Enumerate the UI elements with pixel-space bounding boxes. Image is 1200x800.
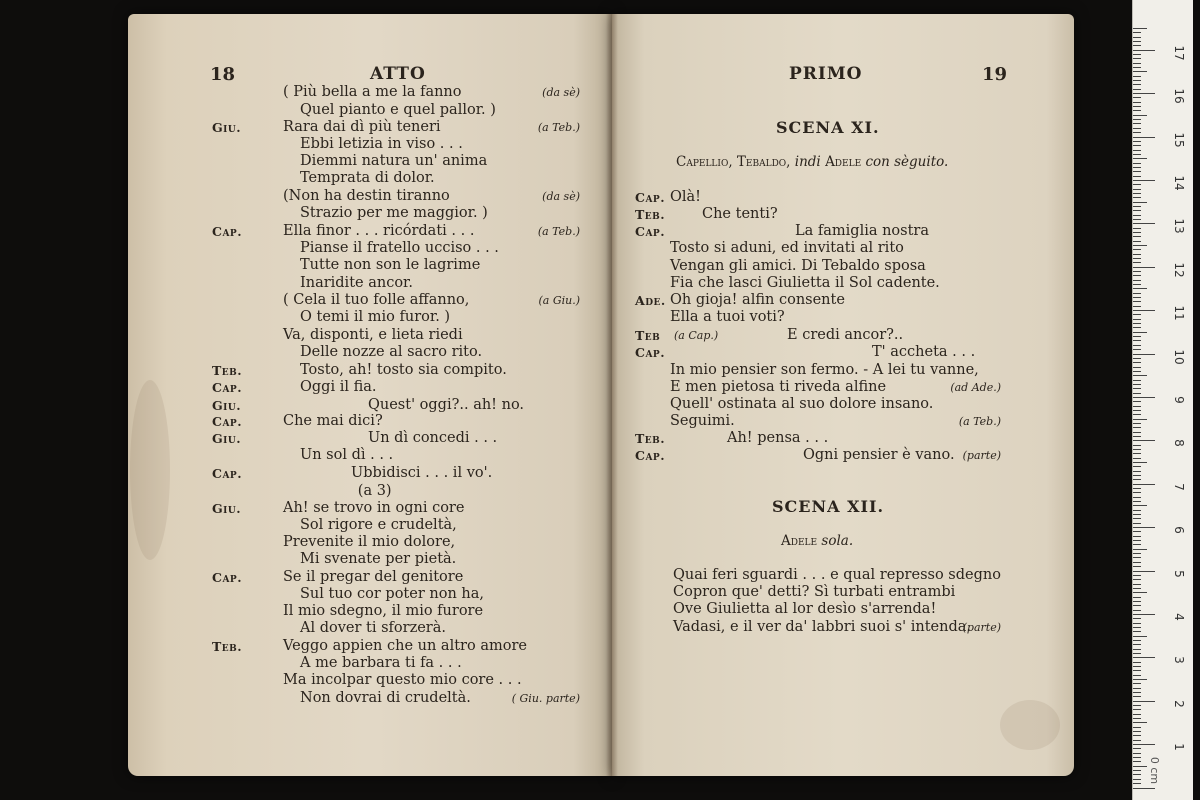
- ruler-tick: [1133, 71, 1147, 72]
- ruler-tick: [1133, 492, 1141, 493]
- verse-line: Fia che lasci Giulietta il Sol cadente.: [670, 275, 940, 291]
- speaker-tag: Giu.: [212, 431, 242, 446]
- verse-line: Diemmi natura un' anima: [300, 153, 488, 169]
- ruler-number: 17: [1172, 45, 1186, 61]
- ruler-tick: [1133, 119, 1141, 120]
- speaker-tag: Teb: [635, 328, 661, 343]
- ruler-tick: [1133, 236, 1141, 237]
- ruler-tick: [1133, 41, 1141, 42]
- stage-direction: (ad Ade.): [950, 381, 1001, 394]
- ruler-tick: [1133, 28, 1147, 29]
- ruler-tick: [1133, 115, 1147, 116]
- ruler-tick: [1133, 258, 1141, 259]
- ruler-tick: [1133, 701, 1155, 702]
- ruler-tick: [1133, 123, 1141, 124]
- right-page-number: 19: [982, 64, 1008, 85]
- cast-names: Capellio, Tebaldo,: [676, 154, 791, 170]
- ruler-tick: [1133, 37, 1141, 38]
- ruler-tick: [1133, 536, 1141, 537]
- ruler-tick: [1133, 788, 1155, 789]
- ruler-tick: [1133, 553, 1141, 554]
- stage-direction: (da sè): [542, 190, 580, 203]
- ruler-tick: [1133, 640, 1141, 641]
- ruler-tick: [1133, 761, 1141, 762]
- ruler-tick: [1133, 605, 1141, 606]
- stage-direction: ( Giu. parte): [511, 692, 580, 705]
- ruler-tick: [1133, 783, 1141, 784]
- ruler-tick: [1133, 58, 1141, 59]
- ruler-tick: [1133, 401, 1141, 402]
- ruler-tick: [1133, 288, 1147, 289]
- verse-line: Se il pregar del genitore: [283, 569, 464, 585]
- ruler-tick: [1133, 384, 1141, 385]
- verse-line: Ah! pensa . . .: [727, 430, 829, 446]
- verse-line: Veggo appien che un altro amore: [283, 638, 527, 654]
- ruler-tick: [1133, 610, 1141, 611]
- verse-line: Pianse il fratello ucciso . . .: [300, 240, 499, 256]
- verse-line: Rara dai dì più teneri: [283, 119, 441, 135]
- scene-xii-cast: [781, 533, 853, 549]
- ruler-unit: 0 cm: [1148, 756, 1162, 785]
- ruler-tick: [1133, 501, 1141, 502]
- ruler-tick: [1133, 466, 1141, 467]
- left-running-head: ATTO: [370, 64, 426, 84]
- ruler-tick: [1133, 627, 1141, 628]
- ruler-tick: [1133, 666, 1141, 667]
- stage-direction: (a Teb.): [958, 415, 1001, 428]
- ruler-tick: [1133, 371, 1141, 372]
- stage-direction: (a Giu.): [538, 294, 580, 307]
- ruler-number: 12: [1172, 262, 1186, 278]
- verse-line: ( Più bella a me la fanno: [283, 84, 462, 100]
- ruler-tick: [1133, 766, 1147, 767]
- verse-line: Ubbidisci . . . il vo'.: [351, 465, 493, 481]
- verse-line: Un dì concedi . . .: [368, 430, 498, 446]
- ruler-tick: [1133, 93, 1155, 94]
- ruler-tick: [1133, 219, 1141, 220]
- ruler-tick: [1133, 193, 1141, 194]
- ruler-tick: [1133, 662, 1141, 663]
- ruler-number: 13: [1172, 218, 1186, 234]
- speaker-tag: Teb.: [212, 639, 243, 654]
- verse-line: Delle nozze al sacro rito.: [300, 344, 483, 360]
- right-running-head: PRIMO: [789, 64, 863, 84]
- ruler-tick: [1133, 63, 1141, 64]
- ruler-tick: [1133, 249, 1141, 250]
- ruler-tick: [1133, 406, 1141, 407]
- ruler-tick: [1133, 540, 1141, 541]
- ruler-tick: [1133, 110, 1141, 111]
- verse-line: Tosto, ah! tosto sia compito.: [300, 362, 507, 378]
- ruler-tick: [1133, 167, 1141, 168]
- ruler-tick: [1133, 735, 1141, 736]
- ruler-tick: [1133, 462, 1147, 463]
- ruler-tick: [1133, 432, 1141, 433]
- ruler-tick: [1133, 692, 1141, 693]
- verse-line: Tosto si aduni, ed invitati al rito: [670, 240, 904, 256]
- stage-direction: (a Teb.): [537, 225, 580, 238]
- verse-line: La famiglia nostra: [795, 223, 930, 239]
- book-gutter: [606, 14, 618, 776]
- ruler-tick: [1133, 436, 1141, 437]
- ruler-tick: [1133, 549, 1147, 550]
- verse-line: Che mai dici?: [283, 413, 383, 429]
- ruler-number: 2: [1172, 699, 1186, 708]
- verse-line: Oh gioja! alfin consente: [670, 292, 845, 308]
- ruler-tick: [1133, 241, 1141, 242]
- ruler-tick: [1133, 254, 1141, 255]
- ruler-tick: [1133, 744, 1155, 745]
- ruler-tick: [1133, 753, 1141, 754]
- speaker-tag: Giu.: [212, 120, 242, 135]
- ruler-tick: [1133, 688, 1141, 689]
- ruler-tick: [1133, 488, 1141, 489]
- ruler-tick: [1133, 301, 1141, 302]
- speaker-tag: Teb.: [212, 363, 243, 378]
- ruler-tick: [1133, 592, 1147, 593]
- ruler-tick: [1133, 575, 1141, 576]
- ruler-tick: [1133, 332, 1147, 333]
- scene-xi-cast: [676, 154, 948, 170]
- verse-line: A me barbara ti fa . . .: [300, 655, 462, 671]
- stage-direction: (da sè): [542, 86, 580, 99]
- verse-line: Inaridite ancor.: [300, 275, 413, 291]
- ruler-tick: [1133, 440, 1155, 441]
- ruler-tick: [1133, 84, 1141, 85]
- ruler-tick: [1133, 631, 1141, 632]
- ruler-tick: [1133, 206, 1141, 207]
- ruler-tick: [1133, 623, 1141, 624]
- verse-line: Olà!: [670, 189, 701, 205]
- ruler-tick: [1133, 705, 1141, 706]
- stage-direction: (a Teb.): [537, 121, 580, 134]
- ruler-tick: [1133, 271, 1141, 272]
- ruler-tick: [1133, 670, 1141, 671]
- ruler-tick: [1133, 679, 1147, 680]
- ruler-tick: [1133, 362, 1141, 363]
- speaker-tag: Cap.: [212, 224, 243, 239]
- ruler-number: 4: [1172, 613, 1186, 621]
- verse-line: ( Cela il tuo folle affanno,: [283, 292, 470, 308]
- verse-line: Sul tuo cor poter non ha,: [300, 586, 484, 602]
- ruler-tick: [1133, 393, 1141, 394]
- speaker-tag: Cap.: [212, 414, 243, 429]
- ruler-tick: [1133, 414, 1141, 415]
- ruler-tick: [1133, 484, 1155, 485]
- verse-line: Un sol dì . . .: [300, 447, 394, 463]
- ruler-tick: [1133, 158, 1147, 159]
- ruler-tick: [1133, 649, 1141, 650]
- ruler-tick: [1133, 731, 1141, 732]
- stage-direction: (parte): [962, 621, 1001, 634]
- ruler-tick: [1133, 345, 1141, 346]
- ruler-tick: [1133, 497, 1141, 498]
- ruler-tick: [1133, 774, 1141, 775]
- ruler-tick: [1133, 475, 1141, 476]
- ruler-tick: [1133, 145, 1141, 146]
- speaker-tag: Cap.: [635, 448, 666, 463]
- verse-line: Oggi il fia.: [300, 379, 377, 395]
- verse-line: Il mio sdegno, il mio furore: [283, 603, 484, 619]
- ruler-tick: [1133, 314, 1141, 315]
- ruler-tick: [1133, 375, 1147, 376]
- ruler-tick: [1133, 562, 1141, 563]
- verse-line: Quell' ostinata al suo dolore insano.: [670, 396, 934, 412]
- ruler-tick: [1133, 722, 1147, 723]
- ruler-tick: [1133, 180, 1155, 181]
- verse-line: E men pietosa ti riveda alfine: [670, 379, 887, 395]
- ruler-tick: [1133, 154, 1141, 155]
- ruler-tick: [1133, 557, 1141, 558]
- ruler-number: 8: [1172, 439, 1186, 448]
- ruler-tick: [1133, 340, 1141, 341]
- ruler-tick: [1133, 280, 1141, 281]
- ruler-tick: [1133, 310, 1155, 311]
- verse-line: Ella finor . . . ricórdati . . .: [283, 223, 475, 239]
- ruler-number: 15: [1172, 131, 1186, 148]
- verse-line: Seguimi.: [670, 413, 735, 429]
- ruler-number: 1: [1172, 743, 1186, 751]
- ruler-tick: [1133, 505, 1147, 506]
- ruler-tick: [1133, 267, 1155, 268]
- verse-line: Che tenti?: [702, 206, 778, 222]
- verse-line: Mi svenate per pietà.: [300, 551, 457, 567]
- verse-line: Ove Giulietta al lor desìo s'arrenda!: [673, 601, 937, 617]
- ruler-tick: [1133, 427, 1141, 428]
- ruler-tick: [1133, 223, 1155, 224]
- ruler-tick: [1133, 727, 1141, 728]
- ruler-tick: [1133, 245, 1147, 246]
- speaker-tag: Cap.: [212, 570, 243, 585]
- verse-line: Ebbi letizia in viso . . .: [300, 136, 463, 152]
- speaker-tag: Cap.: [635, 224, 666, 239]
- ruler-tick: [1133, 449, 1141, 450]
- verse-line: Strazio per me maggior. ): [300, 205, 488, 221]
- ruler-tick: [1133, 137, 1155, 138]
- verse-line: In mio pensier son fermo. - A lei tu vanne,: [670, 362, 979, 378]
- ruler-tick: [1133, 471, 1141, 472]
- ruler-tick: [1133, 141, 1141, 142]
- ruler-number: 9: [1172, 396, 1186, 404]
- verse-line: Quai feri sguardi . . . e qual represso sdegno: [673, 567, 1001, 583]
- ruler-number: 6: [1172, 526, 1186, 534]
- paper-stain: [1000, 700, 1060, 750]
- ruler-tick: [1133, 518, 1141, 519]
- ruler-tick: [1133, 202, 1147, 203]
- cast-indi: indi: [794, 154, 821, 170]
- ruler-tick: [1133, 423, 1141, 424]
- ruler-tick: [1133, 397, 1155, 398]
- ruler-tick: [1133, 32, 1141, 33]
- ruler-tick: [1133, 89, 1141, 90]
- ruler-tick: [1133, 675, 1141, 676]
- speaker-tag: Teb.: [635, 431, 666, 446]
- speaker-tag: Cap.: [635, 190, 666, 205]
- cast-sola: sola.: [821, 533, 854, 549]
- ruler-tick: [1133, 740, 1141, 741]
- ruler-tick: [1133, 210, 1141, 211]
- stage-direction: (a Cap.): [674, 329, 719, 342]
- verse-line: Vadasi, e il ver da' labbri suoi s' intenda.: [673, 619, 971, 635]
- verse-line: Temprata di dolor.: [300, 170, 435, 186]
- ruler-tick: [1133, 614, 1155, 615]
- ruler-tick: [1133, 306, 1141, 307]
- ruler-tick: [1133, 323, 1141, 324]
- ruler-tick: [1133, 319, 1141, 320]
- ruler-tick: [1133, 215, 1141, 216]
- ruler-tick: [1133, 184, 1141, 185]
- ruler-tick: [1133, 531, 1141, 532]
- verse-line: Prevenite il mio dolore,: [283, 534, 456, 550]
- ruler-tick: [1133, 458, 1141, 459]
- ruler-tick: [1133, 232, 1141, 233]
- ruler-number: 10: [1172, 348, 1186, 365]
- ruler-tick: [1133, 327, 1141, 328]
- ruler-tick: [1133, 597, 1141, 598]
- ruler-tick: [1133, 510, 1141, 511]
- speaker-tag: Giu.: [212, 501, 242, 516]
- verse-line: Quest' oggi?.. ah! no.: [368, 397, 525, 413]
- ruler-tick: [1133, 106, 1141, 107]
- ruler-tick: [1133, 696, 1141, 697]
- ruler-tick: [1133, 128, 1141, 129]
- speaker-tag: Cap.: [212, 380, 243, 395]
- ruler-tick: [1133, 657, 1155, 658]
- ruler-tick: [1133, 571, 1155, 572]
- speaker-tag: Teb.: [635, 207, 666, 222]
- ruler-tick: [1133, 544, 1141, 545]
- ruler-tick: [1133, 579, 1141, 580]
- verse-line: Copron que' detti? Sì turbati entrambi: [673, 584, 956, 600]
- ruler-tick: [1133, 714, 1141, 715]
- ruler-tick: [1133, 636, 1147, 637]
- scene-heading-xii: SCENA XII.: [772, 497, 885, 516]
- ruler-tick: [1133, 588, 1141, 589]
- verse-line: Sol rigore e crudeltà,: [300, 517, 457, 533]
- verse-line: Al dover ti sforzerà.: [300, 620, 446, 636]
- ruler-tick: [1133, 132, 1141, 133]
- ruler-number: 7: [1172, 482, 1186, 491]
- ruler-number: 5: [1172, 569, 1186, 578]
- ruler-tick: [1133, 718, 1141, 719]
- speaker-tag: Cap.: [212, 466, 243, 481]
- ruler-tick: [1133, 349, 1141, 350]
- ruler-number: 3: [1172, 656, 1186, 665]
- ruler-tick: [1133, 584, 1141, 585]
- ruler-tick: [1133, 618, 1141, 619]
- ruler-tick: [1133, 76, 1141, 77]
- speaker-tag: Ade.: [635, 293, 666, 308]
- ruler-tick: [1133, 757, 1141, 758]
- ruler-tick: [1133, 748, 1141, 749]
- verse-line: Ma incolpar questo mio core . . .: [283, 672, 522, 688]
- verse-line: T' accheta . . .: [872, 344, 976, 360]
- ruler-tick: [1133, 80, 1141, 81]
- ruler-tick: [1133, 102, 1141, 103]
- ruler-tick: [1133, 67, 1141, 68]
- ruler-tick: [1133, 50, 1155, 51]
- ruler-tick: [1133, 770, 1141, 771]
- verse-line: Tutte non son le lagrime: [300, 257, 481, 273]
- verse-line: (a 3): [357, 483, 392, 499]
- ruler-tick: [1133, 653, 1141, 654]
- ruler-tick: [1133, 197, 1141, 198]
- ruler-tick: [1133, 779, 1141, 780]
- ruler-tick: [1133, 566, 1141, 567]
- ruler-tick: [1133, 275, 1141, 276]
- verse-line: Ogni pensier è vano.: [803, 447, 955, 463]
- ruler-tick: [1133, 150, 1141, 151]
- ruler-tick: [1133, 54, 1141, 55]
- ruler-tick: [1133, 644, 1141, 645]
- ruler-tick: [1133, 163, 1141, 164]
- ruler-tick: [1133, 388, 1141, 389]
- verse-line: (Non ha destin tiranno: [283, 188, 450, 204]
- verse-line: O temi il mio furor. ): [300, 309, 451, 325]
- cast-adele: Adele: [825, 154, 862, 170]
- stage-direction: (parte): [962, 449, 1001, 462]
- verse-line: Ella a tuoi voti?: [670, 309, 785, 325]
- ruler-tick: [1133, 284, 1141, 285]
- ruler-tick: [1133, 367, 1141, 368]
- scene-heading-xi: SCENA XI.: [776, 118, 880, 137]
- verse-line: E credi ancor?..: [787, 327, 904, 343]
- ruler-number: 14: [1172, 175, 1186, 191]
- ruler-tick: [1133, 297, 1141, 298]
- ruler-number: 16: [1172, 88, 1186, 104]
- left-page-number: 18: [210, 64, 236, 85]
- ruler-tick: [1133, 293, 1141, 294]
- measurement-ruler: [1132, 0, 1193, 800]
- ruler-tick: [1133, 189, 1141, 190]
- verse-line: Quel pianto e quel pallor. ): [300, 102, 496, 118]
- verse-line: Vengan gli amici. Di Tebaldo sposa: [670, 258, 926, 274]
- ruler-tick: [1133, 45, 1141, 46]
- ruler-tick: [1133, 514, 1141, 515]
- ruler-tick: [1133, 683, 1141, 684]
- ruler-tick: [1133, 453, 1141, 454]
- verse-line: Non dovrai di crudeltà.: [300, 690, 471, 706]
- ruler-tick: [1133, 523, 1141, 524]
- ruler-tick: [1133, 97, 1141, 98]
- ruler-tick: [1133, 262, 1141, 263]
- ruler-tick: [1133, 709, 1141, 710]
- ruler-tick: [1133, 354, 1155, 355]
- cast-seguito: con sèguito.: [865, 154, 949, 170]
- ruler-tick: [1133, 410, 1141, 411]
- ruler-tick: [1133, 601, 1141, 602]
- ruler-tick: [1133, 358, 1141, 359]
- ruler-tick: [1133, 380, 1141, 381]
- ruler-tick: [1133, 228, 1141, 229]
- ruler-tick: [1133, 176, 1141, 177]
- ruler-tick: [1133, 171, 1141, 172]
- verse-line: Va, disponti, e lieta riedi: [283, 327, 463, 343]
- ruler-number: 11: [1172, 305, 1186, 321]
- ruler-tick: [1133, 445, 1141, 446]
- cast-adele: Adele: [781, 533, 818, 549]
- ruler-tick: [1133, 527, 1155, 528]
- verse-line: Ah! se trovo in ogni core: [283, 500, 465, 516]
- ruler-tick: [1133, 479, 1141, 480]
- ruler-tick: [1133, 336, 1141, 337]
- paper-stain: [130, 380, 170, 560]
- speaker-tag: Cap.: [635, 345, 666, 360]
- ruler-tick: [1133, 419, 1147, 420]
- speaker-tag: Giu.: [212, 398, 242, 413]
